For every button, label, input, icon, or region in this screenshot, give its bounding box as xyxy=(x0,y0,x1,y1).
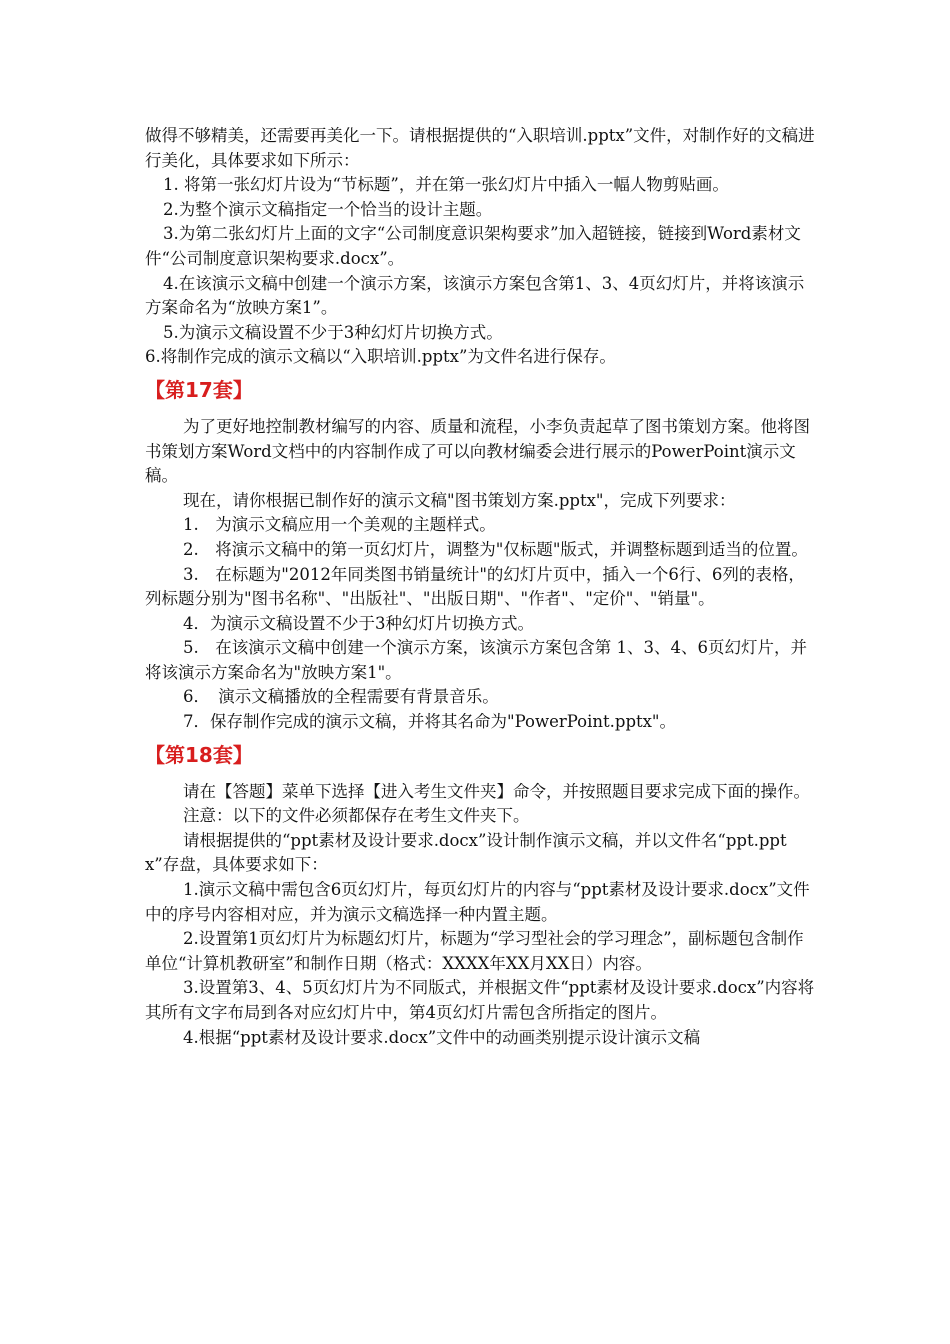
list-item: 2.为整个演示文稿指定一个恰当的设计主题。 xyxy=(163,199,493,219)
document-body xyxy=(145,124,815,1050)
paragraph: 现在，请你根据已制作好的演示文稿"图书策划方案.pptx"，完成下列要求： xyxy=(183,490,736,510)
list-item: 3. 在标题为"2012年同类图书销量统计"的幻灯片页中，插入一个6行、6列的表格，列标题分别为"图书名称"、"出版社"、"出版日期"、"作者"、"定价"、"销量"。 xyxy=(145,564,805,609)
list-item: 1.演示文稿中需包含6页幻灯片，每页幻灯片的内容与“ppt素材及设计要求.docx”文件中的序号内容相对应，并为演示文稿选择一种内置主题。 xyxy=(145,880,810,924)
list-item: 2.设置第1页幻灯片为标题幻灯片，标题为“学习型社会的学习理念”，副标题包含制作单位“计算机教研室”和制作日期（格式：XXXX年XX月XX日）内容。 xyxy=(145,929,804,973)
list-item: 1. 为演示文稿应用一个美观的主题样式。 xyxy=(183,515,496,535)
list-item: 2. 将演示文稿中的第一页幻灯片，调整为"仅标题"版式，并调整标题到适当的位置。 xyxy=(183,539,808,559)
list-item: 7．保存制作完成的演示文稿，并将其名命为"PowerPoint.pptx"。 xyxy=(183,712,677,732)
paragraph: 注意：以下的文件必须都保存在考生文件夹下。 xyxy=(183,806,530,826)
list-item: 3.设置第3、4、5页幻灯片为不同版式，并根据文件“ppt素材及设计要求.docx”内容将其所有文字布局到各对应幻灯片中，第4页幻灯片需包含所指定的图片。 xyxy=(145,978,815,1022)
list-item: 6． 演示文稿播放的全程需要有背景音乐。 xyxy=(183,687,499,707)
list-item: 6.将制作完成的演示文稿以“入职培训.pptx”为文件名进行保存。 xyxy=(145,347,616,367)
section-heading-18: 【第18套】 xyxy=(145,742,253,767)
list-item: 5.为演示文稿设置不少于3种幻灯片切换方式。 xyxy=(163,322,503,342)
list-item: 4．为演示文稿设置不少于3种幻灯片切换方式。 xyxy=(183,613,534,633)
list-item: 3.为第二张幻灯片上面的文字“公司制度意识架构要求”加入超链接，链接到Word素材文件“公司制度意识架构要求.docx”。 xyxy=(145,224,801,268)
paragraph: 请在【答题】菜单下选择【进入考生文件夹】命令，并按照题目要求完成下面的操作。 xyxy=(183,781,810,801)
list-item: 5. 在该演示文稿中创建一个演示方案，该演示方案包含第 1、3、4、6页幻灯片，并将该演示方案命名为"放映方案1"。 xyxy=(145,638,807,682)
paragraph: 为了更好地控制教材编写的内容、质量和流程，小李负责起草了图书策划方案。他将图书策划方案Word文档中的内容制作成了可以向教材编委会进行展示的PowerPoint演示文稿。 xyxy=(145,416,810,486)
paragraph: 做得不够精美，还需要再美化一下。请根据提供的“入职培训.pptx”文件，对制作好的文稿进行美化，具体要求如下所示： xyxy=(145,126,815,170)
section-heading-17: 【第17套】 xyxy=(145,377,253,402)
list-item: 4.根据“ppt素材及设计要求.docx”文件中的动画类别提示设计演示文稿 xyxy=(183,1027,701,1047)
list-item: 4.在该演示文稿中创建一个演示方案，该演示方案包含第1、3、4页幻灯片，并将该演示方案命名为“放映方案1”。 xyxy=(145,273,805,318)
list-item: 1. 将第一张幻灯片设为“节标题”，并在第一张幻灯片中插入一幅人物剪贴画。 xyxy=(163,175,729,195)
paragraph: 请根据提供的“ppt素材及设计要求.docx”设计制作演示文稿，并以文件名“ppt.pptx”存盘，具体要求如下： xyxy=(145,830,787,875)
